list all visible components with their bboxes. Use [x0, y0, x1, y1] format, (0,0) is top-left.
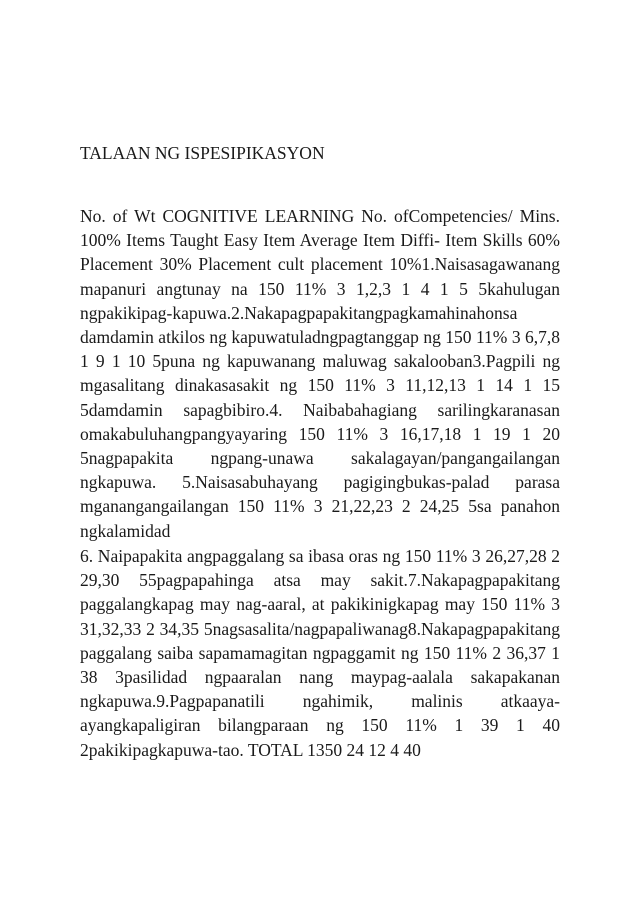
specification-paragraph-1: No. of Wt COGNITIVE LEARNING No. ofCompetencies/ Mins. 100% Items Taught Easy Item Average Item Diffi- Item Skills 60% Placement 30% Placement cult placement 10%1.Naisasagawanang mapanuri angtunay na 150 11% 3 1,2,3 1 4 1 5 5kahulugan ngpakikipag-kapuwa.2.Nakapagpapakitangpagkamahinahonsa damdamin atkilos ng kapuwatuladngpagtanggap ng 150 11% 3 6,7,8 1 9 1 10 5puna ng kapuwanang maluwag sakalooban3.Pagpili ng mgasalitang dinakasasakit ng 150 11% 3 11,12,13 1 14 1 15 5damdamin sapagbibiro.4. Naibabahagiang sarilingkaranasan omakabuluhangpangyayaring 150 11% 3 16,17,18 1 19 1 20 5nagpapakita ngpang-unawa sakalagayan/pangangailangan ngkapuwa. 5.Naisasabuhayang pagigingbukas-palad parasa mganangangailangan 150 11% 3 21,22,23 2 24,25 5sa panahon ngkalamidad	[80, 206, 560, 541]
document-title: TALAAN NG ISPESIPIKASYON	[80, 143, 325, 163]
specification-paragraph-2: 6. Naipapakita angpaggalang sa ibasa oras ng 150 11% 3 26,27,28 2 29,30 55pagpapahinga atsa may sakit.7.Nakapagpapakitang paggalangkapag may nag-aaral, at pakikinigkapag may 150 11% 3 31,32,33 2 34,35 5nagsasalita/nagpapaliwanag8.Nakapagpapakitang paggalang saiba sapamamagitan ngpaggamit ng 150 11% 2 36,37 1 38 3pasilidad ngpaaralan nang maypag-aalala sakapakanan ngkapuwa.9.Pagpapanatili ngahimik, malinis atkaaya-ayangkapaligiran bilangparaan ng 150 11% 1 39 1 40 2pakikipagkapuwa-tao. TOTAL 1350 24 12 4 40	[80, 546, 560, 760]
